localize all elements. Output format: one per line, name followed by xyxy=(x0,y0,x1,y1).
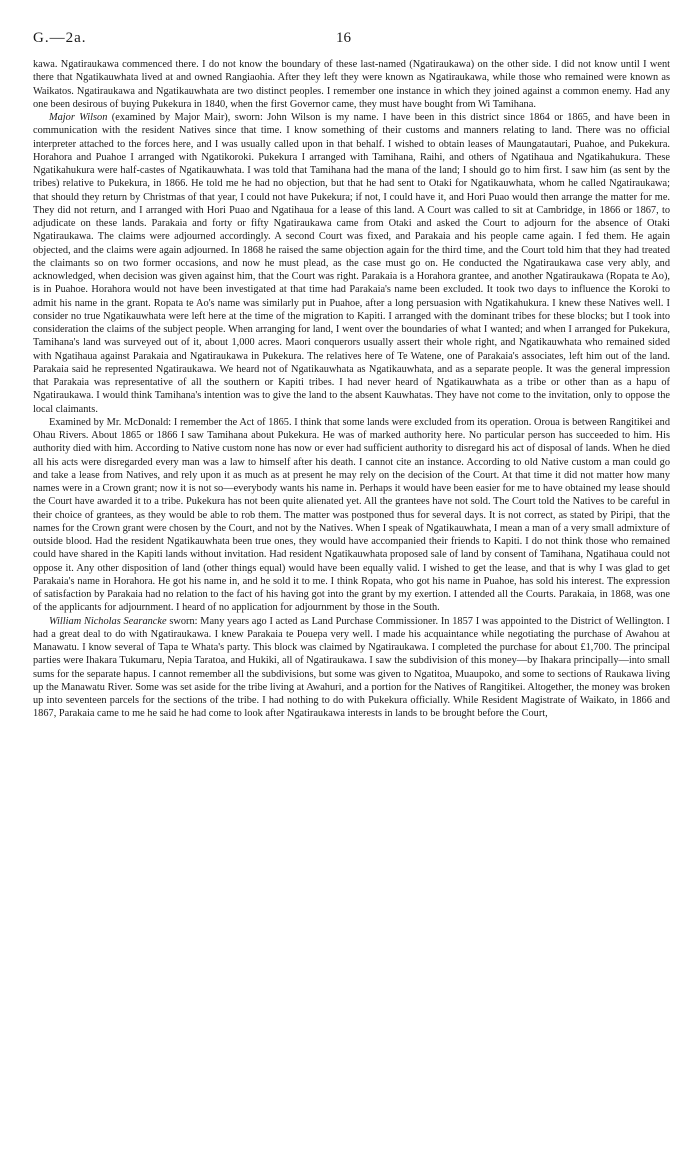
witness-name: Major Wilson xyxy=(49,112,108,123)
witness-name: William Nicholas Searancke xyxy=(49,615,167,627)
document-body xyxy=(33,58,670,721)
paragraph-text: (examined by Major Mair), sworn: John Wilson is my name. I have been in this district since 1864 or 1865, and have been in communication with the resident Natives since that time. I know something of their customs and manners relating to land. There was no official interpreter attached to the forces here, and I was usually called upon in that behalf. I wished to obtain leases of Maungatautari, Puahoe, and Pukekura. Horahora and Puahoe I arranged with Ngatikoroki. Pukekura I arranged with Tamihana, Raihi, and others of Ngatihaua and Ngatikahukura. These Ngatikahukura were half-castes of Ngatikauwhata. I was told that Tamihana had the mana of the land; I should go to him first. I saw him (as sent by the tribes) relative to Pukekura, in 1866. He told me he had no objection, but that he had sent to Otaki for Ngatikauwhata, whom he called Ngatiraukawa; that should they return by Christmas of that year, I could not have Pukekura; if not, I could have it, and Hori Puao would then arrange the matter for me. They did not return, and I arranged with Hori Puao and Ngatihaua for a lease of this land. A Court was called to sit at Cambridge, in 1866 or 1867, to adjudicate on these lands. Parakaia and forty or fifty Ngatiraukawa came from Otaki and asked the Court to adjourn for the absence of Otaki Ngatiraukawa. The claims were adjourned accordingly. A second Court was fixed, and Parakaia and his people came again. I fed them. He again objected, and the claims were again adjourned. In 1868 he raised the same objection again for the third time, and the Court told him that they had treated the claimants so on two former occasions, and now he must plead, as the case must go on. He conducted the Ngatiraukawa case very ably, and acknowledged, when decision was given against him, that the Court was right. Parakaia is a Horahora grantee, and another Ngatiraukawa (Ropata te Ao), is in Puahoe. Horahora would not have been investigated at that time had Parakaia's name been excluded. It took two days to influence the Koroki to admit his name in the grant. Ropata te Ao's name was similarly put in Puahoe, after a long persuasion with Ngatikahukura. I knew these Natives well. I consider no true Ngatikauwhata were left here at the time of the migration to Kapiti. I arranged with the dominant tribes for these blocks; but I took into consideration the claims of the subject people. When arranging for land, I went over the boundaries of what I wanted; and when I arranged for Pukekura, Tamihana's land was surveyed out of it, about 1,000 acres. Maori conquerors usually assert their whole right, and Ngatikauwhata who remained sided with Ngatihaua against Parakaia and Ngatiraukawa in Pukekura. The relatives here of Te Watene, one of Parakaia's associates, left him out of the land. Parakaia said he represented Ngatiraukawa. We heard not of Ngatikauwhata as Ngatikauwhata, and as a separate people. It was the general impression that Parakaia was representative of all the southern or Kapiti tribes. I had never heard of Ngatikauwhata as a tribe or other than as a hapu of Ngatiraukawa. I would think Tamihana's intention was to give the land to the absent Kauwhatas. They have not come to the invitation, only to oppose the local claimants. xyxy=(33,112,670,415)
paragraph-wilson-testimony xyxy=(33,111,670,416)
paragraph-text: kawa. Ngatiraukawa commenced there. I do not know the boundary of these last-named (Ngatiraukawa) on the other side. I did not know until I went there that Ngatikauwhata lived at and owned Rangiaohia. After they left they were known as Ngatiraukawa, while those who remained were known as Waikatos. Ngatiraukawa and Ngatikauwhata are two distinct peoples. I remember one instance in which they joined against a common enemy. Had any one been desirous of buying Pukekura in 1840, when the first Governor came, they must have bought from Wi Tamihana. xyxy=(33,59,670,110)
paragraph-cross-examination xyxy=(33,416,670,615)
page-number: 16 xyxy=(336,30,351,46)
page-header xyxy=(33,30,670,60)
paragraph-searancke-testimony xyxy=(33,615,670,721)
paragraph-continuation xyxy=(33,58,670,111)
paragraph-text: sworn: Many years ago I acted as Land Purchase Commissioner. In 1857 I was appointed to the District of Wellington. I had a great deal to do with Ngatiraukawa. I knew Parakaia te Pouepa very well. I made his acquaintance while negotiating the purchase of Awahou at Manawatu. I know several of Tapa te Whata's party. This block was claimed by Ngatiraukawa. I completed the purchase for about £1,700. The principal parties were Ihakara Tukumaru, Nepia Taratoa, and Hukiki, all of Ngatiraukawa. I saw the subdivision of this money—by Ihakara principally—into small sums for the separate hapus. I cannot remember all the subdivisions, but some was given to Ngatitoa, Muaupoko, and some to sections of Raukawa living up the Manawatu River. Some was set aside for the tribe living at Awahuri, and a portion for the Natives of Rangitikei. Altogether, the money was broken up into seventeen parcels for the sections of the tribe. I had nothing to do with Pukekura officially. While Resident Magistrate of Waikato, in 1866 and 1867, Parakaia came to me he said he had come to look after Ngatiraukawa interests in lands to be brought before the Court, xyxy=(33,615,670,720)
paragraph-text: Examined by Mr. McDonald: I remember the Act of 1865. I think that some lands were excluded from its operation. Oroua is between Rangitikei and Ohau Rivers. About 1865 or 1866 I saw Tamihana about Pukekura. He was of marked authority here. No particular person has succeeded to him. His authority died with him. According to Native custom none has now or ever had sufficient authority to disregard his act of disposal of lands. When he died all his acts were disregarded every man was a law to himself after his death. I cannot cite an instance. According to old Native custom a man could go and take a lease from Natives, and rely upon it as much as at present he may rely on the decision of the Court. At that time it did not matter how many names were in a Crown grant; now it is not so—everybody wants his name in. Perhaps it would have been easier for me to have obtained my lease should the Court have awarded it to a tribe. Pukekura has not been quite alienated yet. All the grantees have not sold. The Court told the Natives to be careful in their choice of grantees, as they would be able to rob them. The matter was postponed thus for several days. It is not correct, as stated by Piripi, that the names for the Crown grant were chosen by the Court, and not by the Natives. When I speak of Ngatikauwhata, I mean a man of a very small admixture of outside blood. Had the resident Ngatikauwhata been true ones, they would have accompanied their friends to Kapiti. I do not think those who remained could have shared in the Kapiti lands without invitation. Had resident Ngatikauwhata proposed sale of land by consent of Tamihana, Ngatihaua could not oppose it. Any other disposition of land (other things equal) would have been equally valid. I wished to get the lease, and that is why I was glad to get Parakaia's name in Horahora. He got his name in, and he sold it to me. I think Ropata, who got his name in Puahoe, has sold his interest. The expression of satisfaction by Parakaia had no relation to the fact of his having got into the grant by my exertion. I attended all the Courts. Parakaia, in 1868, was one of the applicants for adjournment. I heard of no application for adjournment by those in the South. xyxy=(33,416,670,614)
document-reference: G.—2a. xyxy=(33,30,87,46)
